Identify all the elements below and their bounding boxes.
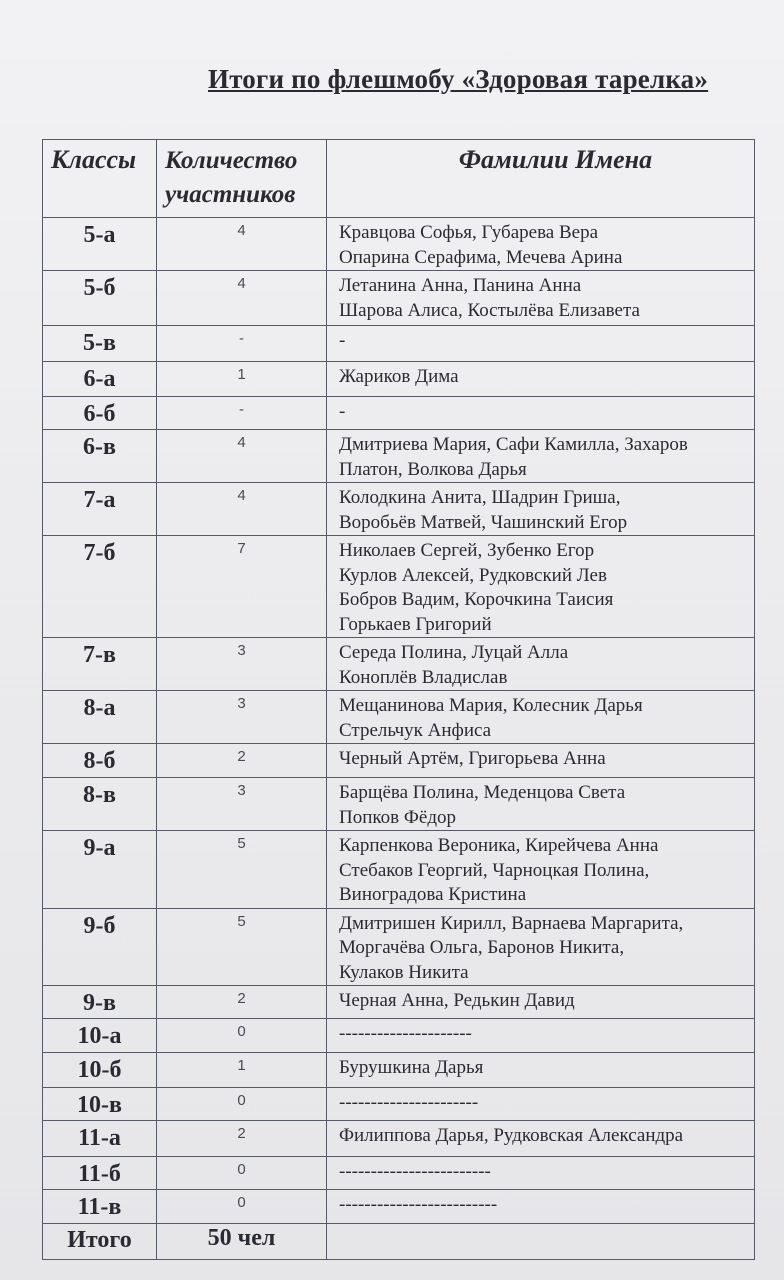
count-cell: 5 — [157, 831, 327, 909]
class-cell: 8-б — [43, 744, 157, 778]
count-cell: 0 — [157, 1019, 327, 1053]
results-table — [42, 139, 755, 1260]
table-row — [43, 483, 755, 536]
class-cell: 11-в — [43, 1190, 157, 1224]
count-cell: 4 — [157, 483, 327, 536]
table-row — [43, 271, 755, 326]
class-cell: 6-б — [43, 397, 157, 430]
class-cell: 6-а — [43, 362, 157, 397]
page-title: Итоги по флешмобу «Здоровая тарелка» — [208, 64, 709, 94]
count-cell: 0 — [157, 1088, 327, 1121]
table-row — [43, 1053, 755, 1088]
count-cell: 2 — [157, 1121, 327, 1157]
class-cell: 11-б — [43, 1157, 157, 1190]
class-cell: 10-а — [43, 1019, 157, 1053]
names-cell: Дмитриева Мария, Сафи Камилла, Захаров Платон, Волкова Дарья — [327, 430, 755, 483]
table-row — [43, 986, 755, 1019]
count-cell: 0 — [157, 1190, 327, 1224]
class-cell: 7-б — [43, 536, 157, 638]
names-cell: Середа Полина, Луцай Алла Коноплёв Владислав — [327, 638, 755, 691]
table-row — [43, 908, 755, 986]
count-cell: 3 — [157, 778, 327, 831]
count-cell: 4 — [157, 271, 327, 326]
class-cell: 5-в — [43, 326, 157, 362]
names-cell: Жариков Дима — [327, 362, 755, 397]
count-cell: 3 — [157, 691, 327, 744]
table-row — [43, 430, 755, 483]
table-body — [43, 218, 755, 1260]
class-cell: 8-а — [43, 691, 157, 744]
table-row — [43, 218, 755, 271]
count-cell: 1 — [157, 1053, 327, 1088]
class-cell: 9-в — [43, 986, 157, 1019]
count-cell: - — [157, 326, 327, 362]
names-cell: --------------------- — [327, 1019, 755, 1053]
count-cell: - — [157, 397, 327, 430]
header-names: Фамилии Имена — [327, 140, 755, 218]
names-cell: Барщёва Полина, Меденцова Света Попков Фёдор — [327, 778, 755, 831]
names-cell: ------------------------- — [327, 1190, 755, 1224]
class-cell: 5-б — [43, 271, 157, 326]
table-row — [43, 1019, 755, 1053]
table-row — [43, 326, 755, 362]
class-cell: 8-в — [43, 778, 157, 831]
class-cell: 7-в — [43, 638, 157, 691]
count-cell: 7 — [157, 536, 327, 638]
header-class: Классы — [43, 140, 157, 218]
class-cell: 7-а — [43, 483, 157, 536]
table-row — [43, 691, 755, 744]
class-cell: 11-а — [43, 1121, 157, 1157]
names-cell: Мещанинова Мария, Колесник Дарья Стрельчук Анфиса — [327, 691, 755, 744]
table-row — [43, 831, 755, 909]
table-row — [43, 1121, 755, 1157]
count-cell: 0 — [157, 1157, 327, 1190]
names-cell: - — [327, 326, 755, 362]
class-cell: 5-а — [43, 218, 157, 271]
table-row — [43, 778, 755, 831]
count-cell: 5 — [157, 908, 327, 986]
total-count: 50 чел — [157, 1224, 327, 1260]
names-cell: - — [327, 397, 755, 430]
names-cell: Дмитришен Кирилл, Варнаева Маргарита, Моргачёва Ольга, Баронов Никита, Кулаков Никита — [327, 908, 755, 986]
class-cell: 10-б — [43, 1053, 157, 1088]
names-cell: Колодкина Анита, Шадрин Гриша, Воробьёв Матвей, Чашинский Егор — [327, 483, 755, 536]
table-row — [43, 744, 755, 778]
count-cell: 1 — [157, 362, 327, 397]
class-cell: 9-а — [43, 831, 157, 909]
names-cell: Карпенкова Вероника, Кирейчева Анна Стебаков Георгий, Чарноцкая Полина, Виноградова Кристина — [327, 831, 755, 909]
count-cell: 2 — [157, 744, 327, 778]
names-cell: Бурушкина Дарья — [327, 1053, 755, 1088]
table-row — [43, 536, 755, 638]
table-row — [43, 362, 755, 397]
names-cell: ---------------------- — [327, 1088, 755, 1121]
table-row — [43, 1190, 755, 1224]
table-header-row — [43, 140, 755, 218]
class-cell: 10-в — [43, 1088, 157, 1121]
class-cell: 9-б — [43, 908, 157, 986]
names-cell: Кравцова Софья, Губарева Вера Опарина Серафима, Мечева Арина — [327, 218, 755, 271]
table-row — [43, 638, 755, 691]
count-cell: 4 — [157, 218, 327, 271]
table-row — [43, 397, 755, 430]
count-cell: 4 — [157, 430, 327, 483]
header-count: Количество участников — [157, 140, 327, 218]
count-cell: 3 — [157, 638, 327, 691]
count-cell: 2 — [157, 986, 327, 1019]
class-cell: 6-в — [43, 430, 157, 483]
total-label: Итого — [43, 1224, 157, 1260]
total-names — [327, 1224, 755, 1260]
table-row — [43, 1157, 755, 1190]
names-cell: Николаев Сергей, Зубенко Егор Курлов Алексей, Рудковский Лев Бобров Вадим, Корочкина Таисия Горькаев Григорий — [327, 536, 755, 638]
names-cell: Черная Анна, Редькин Давид — [327, 986, 755, 1019]
names-cell: Летанина Анна, Панина Анна Шарова Алиса, Костылёва Елизавета — [327, 271, 755, 326]
names-cell: ------------------------ — [327, 1157, 755, 1190]
total-row — [43, 1224, 755, 1260]
table-row — [43, 1088, 755, 1121]
names-cell: Черный Артём, Григорьева Анна — [327, 744, 755, 778]
names-cell: Филиппова Дарья, Рудковская Александра — [327, 1121, 755, 1157]
